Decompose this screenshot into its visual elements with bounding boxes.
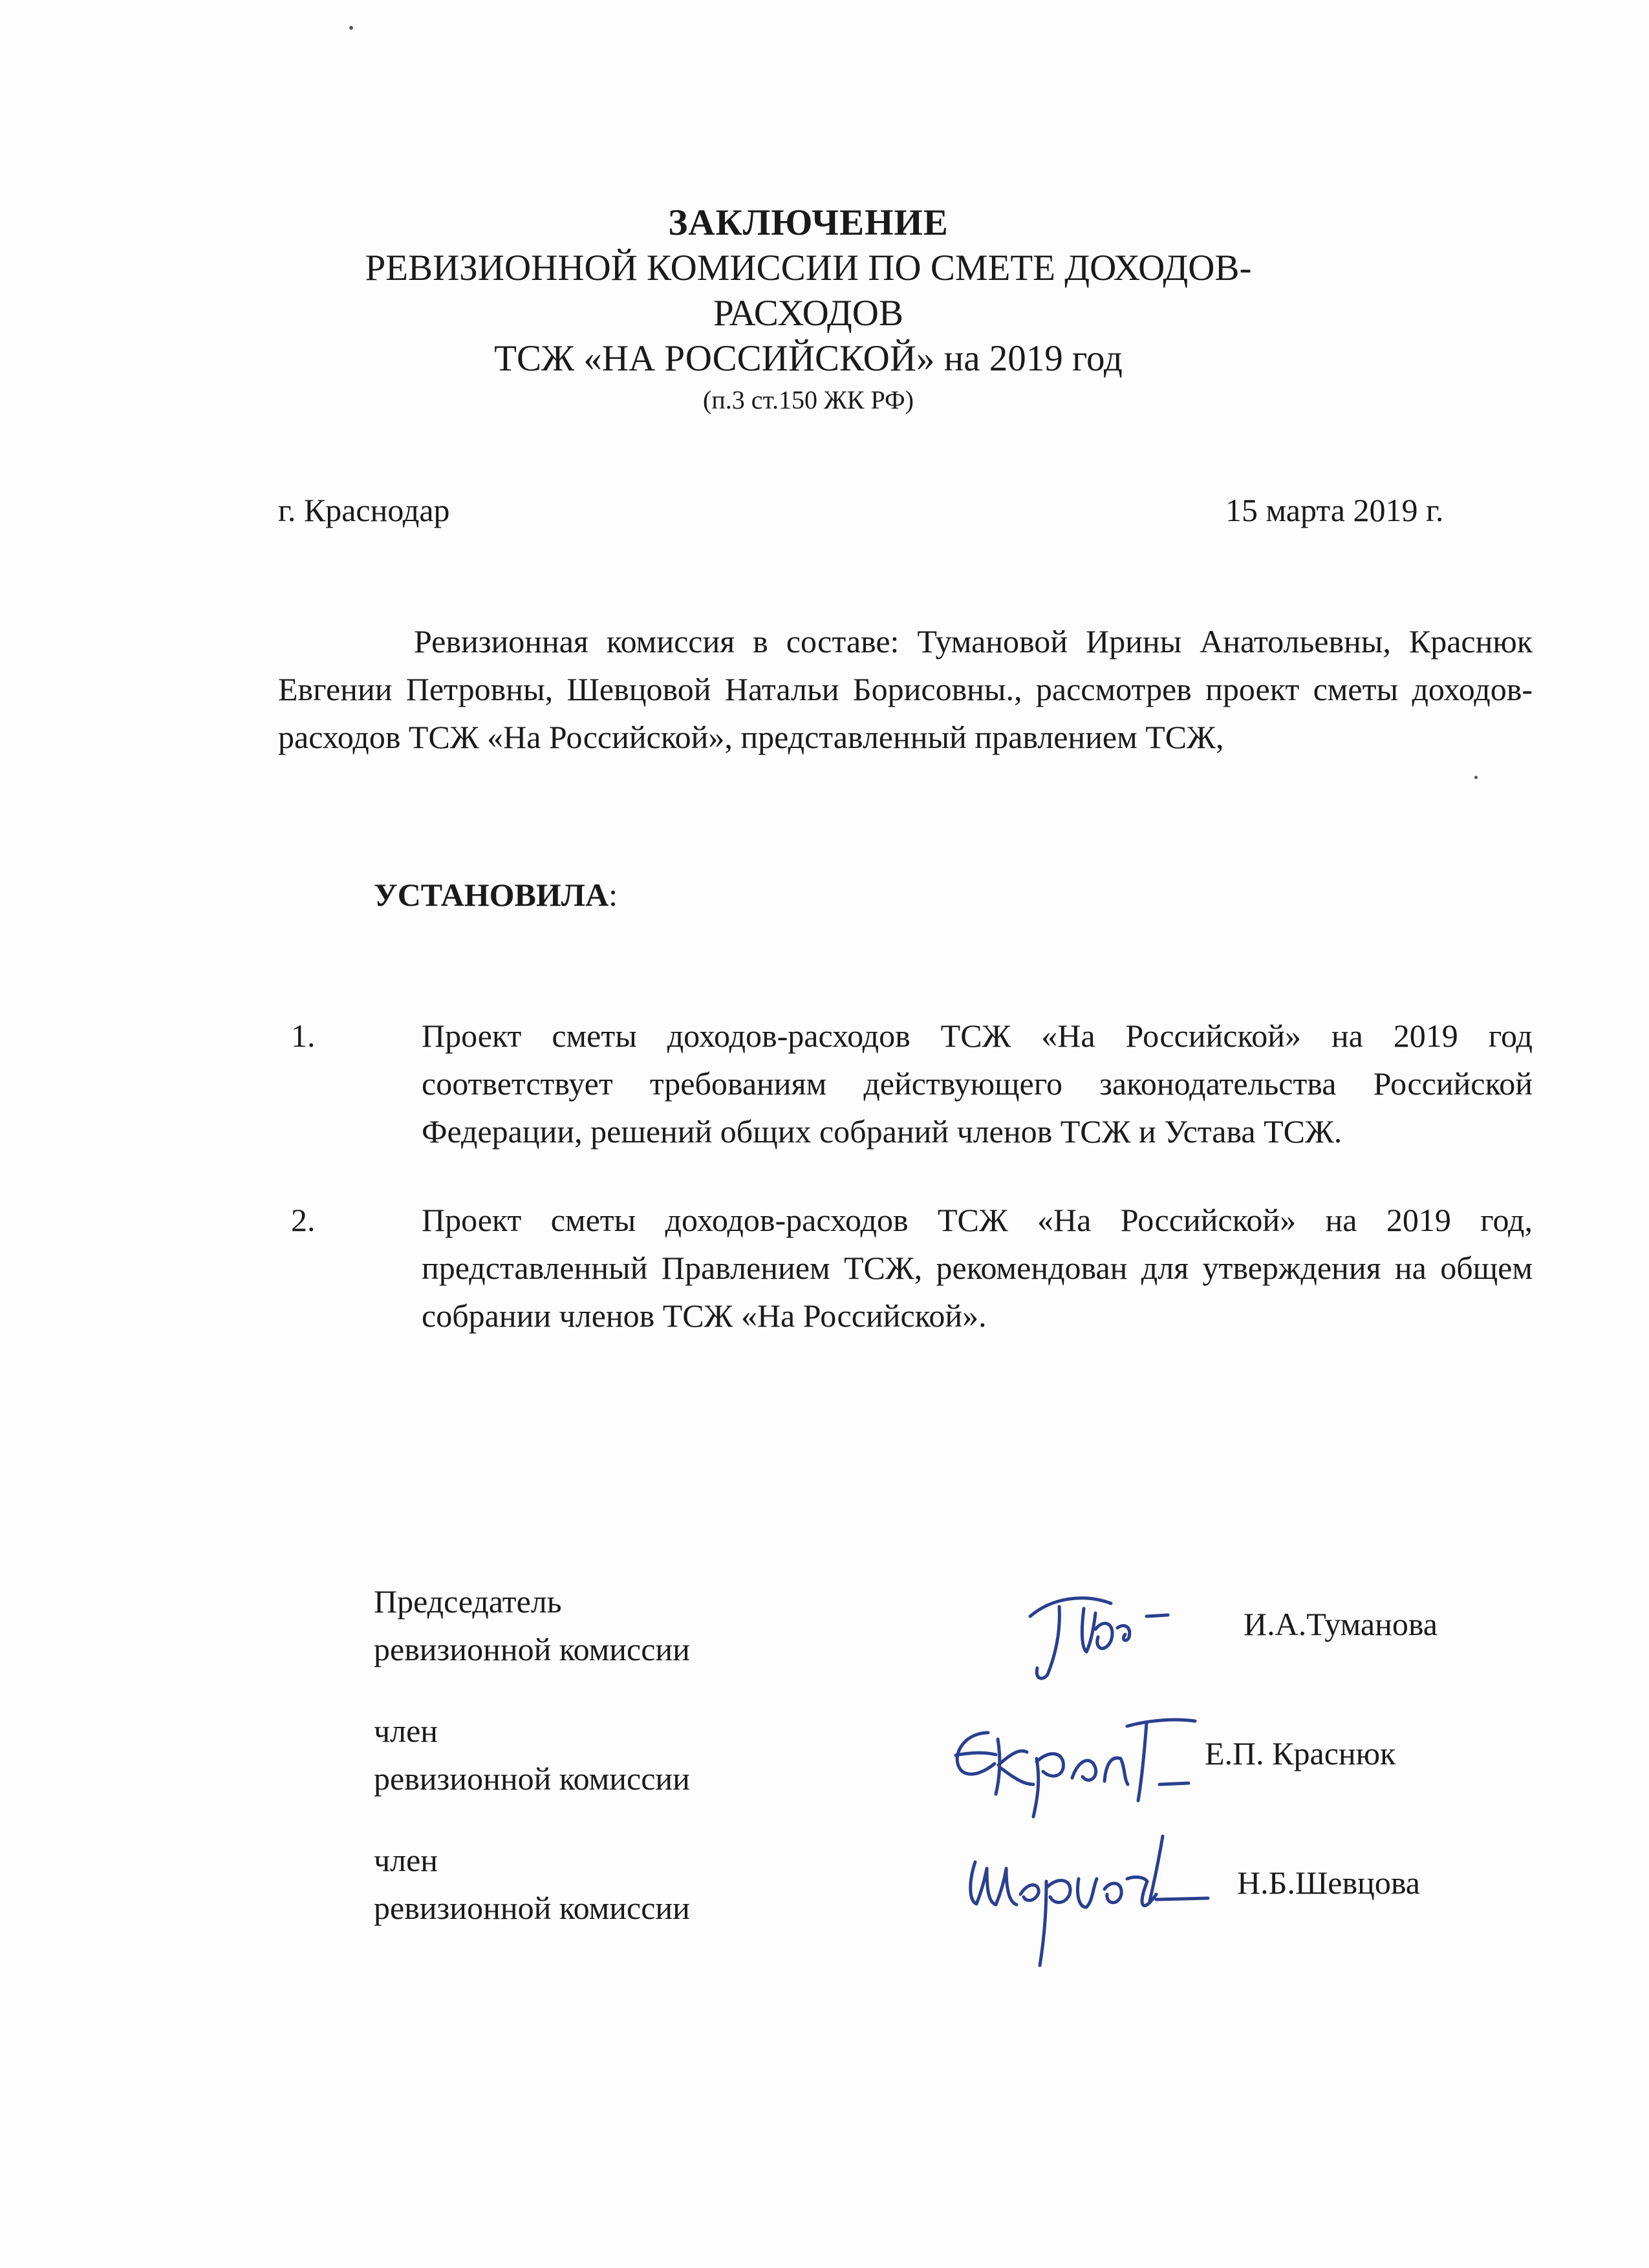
list-item — [278, 1012, 1533, 1155]
signer-role — [374, 1707, 690, 1803]
signer-role-line1: член — [374, 1842, 438, 1878]
title-reference: (п.3 ст.150 ЖК РФ) — [703, 385, 914, 414]
established-word: УСТАНОВИЛА — [374, 877, 609, 913]
signer-role — [374, 1836, 690, 1932]
signer-role-line2: ревизионной комиссии — [374, 1760, 690, 1797]
handwritten-signature — [936, 1687, 1208, 1830]
signer-role-line1: Председатель — [374, 1583, 562, 1620]
title-main: ЗАКЛЮЧЕНИЕ — [668, 202, 949, 243]
scan-speck — [349, 26, 353, 30]
item-number: 2. — [291, 1202, 316, 1238]
signer-role-line1: член — [374, 1713, 438, 1749]
signer-role — [374, 1578, 690, 1673]
handwritten-signature — [949, 1817, 1221, 1978]
signer-name: И.А.Туманова — [1244, 1606, 1438, 1642]
signature-row-member-2 — [374, 1836, 1538, 1933]
signer-role-line2: ревизионной комиссии — [374, 1890, 690, 1926]
signer-name: Е.П. Краснюк — [1205, 1735, 1396, 1771]
item-text: Проект сметы доходов-расходов ТСЖ «На Российской» на 2019 год соответствует требованиям действующего законодательства Российской Федерации, решений общих собраний членов ТСЖ и Устава ТСЖ. — [422, 1018, 1533, 1150]
signature-row-member-1 — [374, 1707, 1538, 1804]
title-line-2: РАСХОДОВ — [713, 293, 903, 334]
scan-speck — [1474, 776, 1478, 779]
signer-role-line2: ревизионной комиссии — [374, 1631, 690, 1667]
list-item — [278, 1196, 1533, 1340]
intro-paragraph: Ревизионная комиссия в составе: Тумановой Ирины Анатольевны, Краснюк Евгении Петровны, Шевцовой Натальи Борисовны., рассмотрев проект сметы доходов-расходов ТСЖ «На Российской», представленный правлением ТСЖ, — [278, 623, 1533, 755]
handwritten-signature — [1014, 1578, 1195, 1687]
document-date: 15 марта 2019 г. — [1225, 492, 1444, 528]
signature-row-chairman — [374, 1578, 1538, 1674]
item-number: 1. — [291, 1018, 316, 1054]
signer-name: Н.Б.Шевцова — [1237, 1865, 1420, 1901]
established-colon: : — [609, 877, 618, 913]
established-heading — [374, 876, 618, 914]
city: г. Краснодар — [278, 492, 450, 528]
title-line-1: РЕВИЗИОННОЙ КОМИССИИ ПО СМЕТЕ ДОХОДОВ- — [365, 248, 1252, 288]
item-text: Проект сметы доходов-расходов ТСЖ «На Российской» на 2019 год, представленный Правлением ТСЖ, рекомендован для утверждения на общем собрании членов ТСЖ «На Российской». — [422, 1202, 1533, 1334]
findings-list — [278, 1012, 1533, 1380]
title-line-3: ТСЖ «НА РОССИЙСКОЙ» на 2019 год — [494, 338, 1123, 379]
document-title — [323, 200, 1293, 419]
